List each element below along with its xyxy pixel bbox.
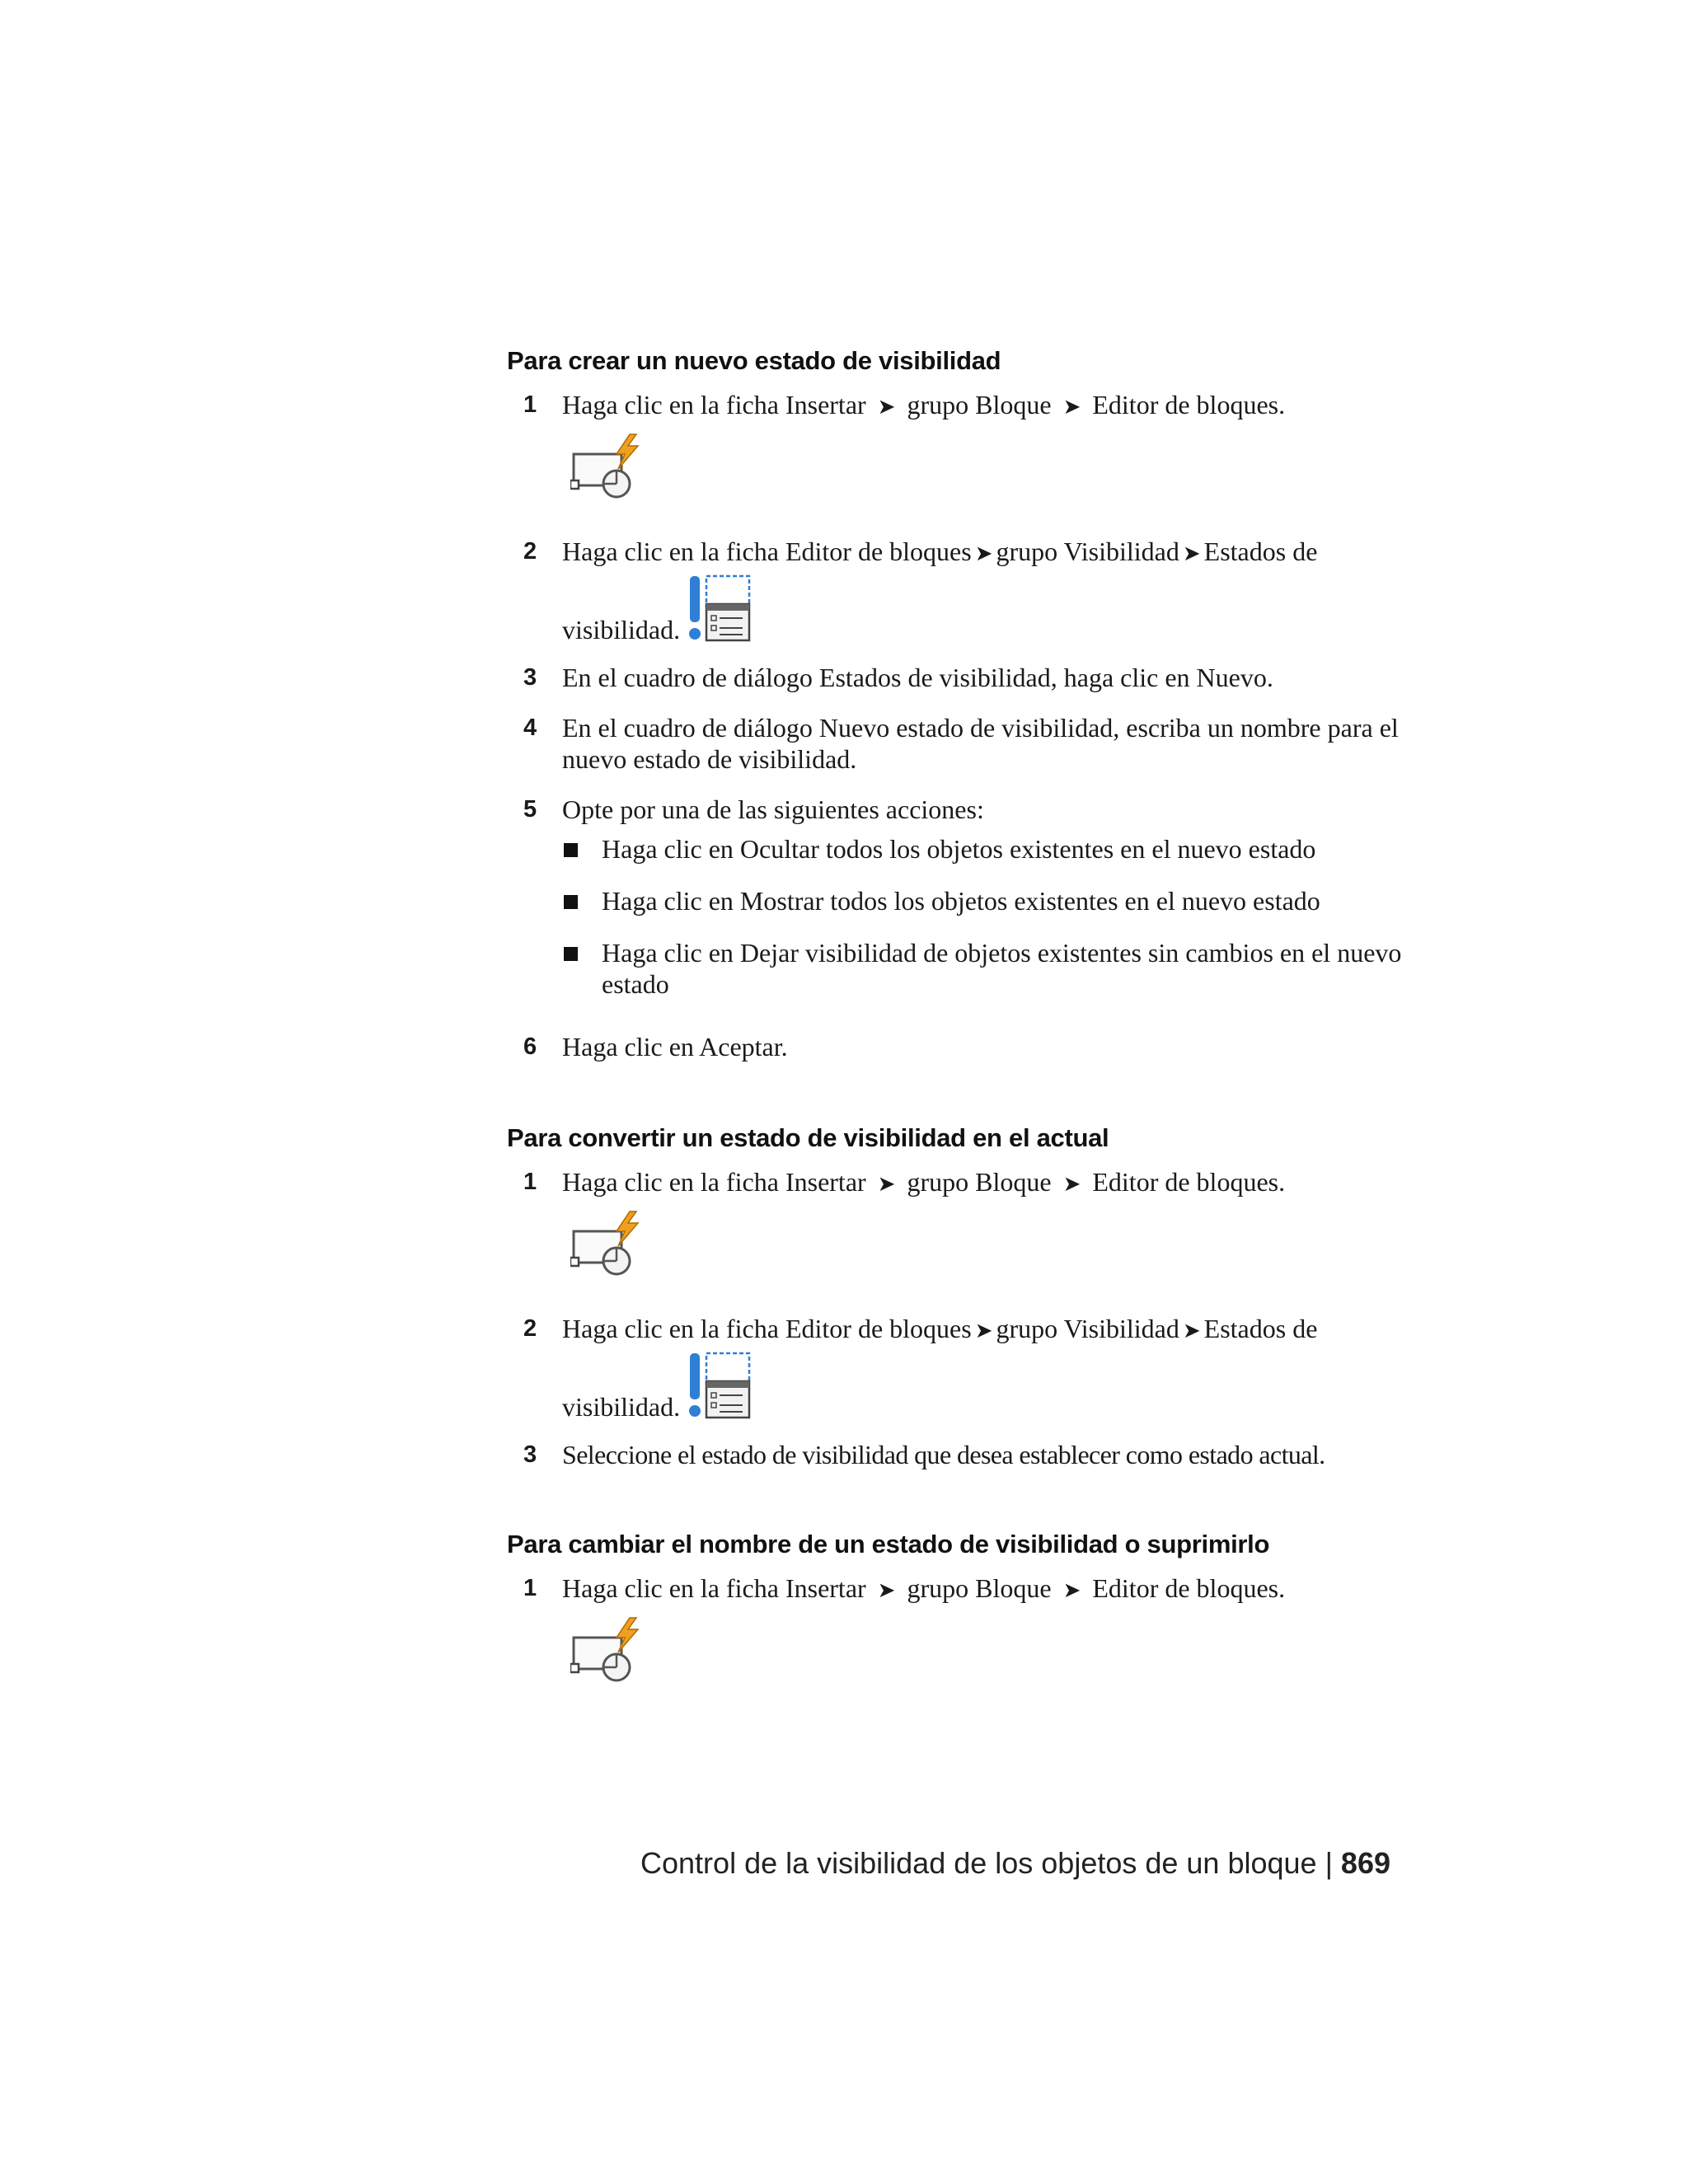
arrow-icon: ➤ <box>1062 1578 1081 1603</box>
page-footer <box>507 1846 1390 1881</box>
page-number: 869 <box>1340 1846 1390 1880</box>
arrow-icon: ➤ <box>1182 1319 1201 1343</box>
block-editor-icon <box>570 1616 645 1685</box>
bullet-icon <box>564 895 578 909</box>
step-text: Opte por una de las siguientes acciones: <box>562 794 984 824</box>
bullet-item <box>562 885 1397 916</box>
step-text-part: visibilidad. <box>562 1392 681 1422</box>
section-rename-delete-visibility-state <box>507 1528 1397 1682</box>
step-1 <box>507 389 1397 423</box>
step-text <box>562 1166 1403 1200</box>
step-1 <box>507 1572 1397 1606</box>
step-text <box>562 1313 1403 1422</box>
arrow-icon: ➤ <box>974 1319 993 1343</box>
section-heading: Para convertir un estado de visibilidad en el actual <box>507 1123 1109 1152</box>
step-1 <box>507 1166 1397 1200</box>
arrow-icon: ➤ <box>974 541 993 566</box>
section-heading: Para cambiar el nombre de un estado de visibilidad o suprimirlo <box>507 1530 1270 1558</box>
bullet-text: Haga clic en Ocultar todos los objetos existentes en el nuevo estado <box>602 834 1316 864</box>
section-set-current-visibility-state <box>507 1122 1397 1470</box>
step-text-part: Editor de bloques. <box>1092 1573 1286 1603</box>
step-text-part: grupo Visibilidad <box>996 537 1179 566</box>
step-text-part: grupo Bloque <box>907 390 1052 419</box>
bullet-text: Haga clic en Mostrar todos los objetos existentes en el nuevo estado <box>602 886 1320 916</box>
bullet-icon <box>564 843 578 857</box>
step-3 <box>507 1439 1397 1470</box>
arrow-icon: ➤ <box>877 1172 896 1197</box>
block-editor-icon <box>570 433 645 502</box>
arrow-icon: ➤ <box>1062 1172 1081 1197</box>
step-number: 5 <box>523 796 537 823</box>
step-text-part: visibilidad. <box>562 615 681 644</box>
step-text-part: Haga clic en la ficha Editor de bloques <box>562 1314 972 1343</box>
step-text-part: Haga clic en la ficha Editor de bloques <box>562 537 972 566</box>
icon-row <box>562 1606 1397 1682</box>
step-number: 3 <box>523 1441 537 1468</box>
icon-row <box>562 1200 1397 1276</box>
step-text <box>562 389 1403 423</box>
step-text: En el cuadro de diálogo Estados de visibilidad, haga clic en Nuevo. <box>562 663 1273 692</box>
step-text-part: Estados de <box>1203 537 1318 566</box>
step-4 <box>507 712 1397 775</box>
step-text-part: Haga clic en la ficha Insertar <box>562 1573 866 1603</box>
arrow-icon: ➤ <box>877 395 896 419</box>
visibility-states-icon <box>687 1352 753 1422</box>
step-text-part: grupo Bloque <box>907 1167 1052 1197</box>
step-number: 6 <box>523 1033 537 1060</box>
step-number: 1 <box>523 1575 537 1601</box>
bullet-text: Haga clic en Dejar visibilidad de objetos existentes sin cambios en el nuevo estado <box>602 938 1402 999</box>
step-text-part: Haga clic en la ficha Insertar <box>562 1167 866 1197</box>
footer-separator: | <box>1325 1846 1333 1880</box>
step-text: Haga clic en Aceptar. <box>562 1032 788 1062</box>
arrow-icon: ➤ <box>1182 541 1201 566</box>
block-editor-icon <box>570 1210 645 1279</box>
icon-row <box>562 423 1397 499</box>
step-text-part: Haga clic en la ficha Insertar <box>562 390 866 419</box>
step-6 <box>507 1031 1397 1062</box>
bullet-item <box>562 833 1397 865</box>
step-text: En el cuadro de diálogo Nuevo estado de visibilidad, escriba un nombre para el nuevo estado de visibilidad. <box>562 713 1399 774</box>
bullet-icon <box>564 947 578 961</box>
step-text-part: Editor de bloques. <box>1092 390 1286 419</box>
bullet-item <box>562 937 1402 1000</box>
arrow-icon: ➤ <box>877 1578 896 1603</box>
step-number: 4 <box>523 715 537 741</box>
step-2 <box>507 536 1397 645</box>
footer-title: Control de la visibilidad de los objetos de un bloque <box>640 1846 1317 1880</box>
step-text-part: Estados de <box>1203 1314 1318 1343</box>
visibility-states-icon <box>687 574 753 645</box>
step-text <box>562 536 1403 645</box>
step-number: 2 <box>523 1315 537 1342</box>
step-number: 1 <box>523 391 537 418</box>
step-number: 1 <box>523 1169 537 1195</box>
step-3 <box>507 662 1397 693</box>
step-text-part: grupo Bloque <box>907 1573 1052 1603</box>
step-number: 3 <box>523 664 537 691</box>
section-create-visibility-state <box>507 344 1402 1062</box>
step-5 <box>507 794 1397 825</box>
step-text-part: Editor de bloques. <box>1092 1167 1286 1197</box>
arrow-icon: ➤ <box>1062 395 1081 419</box>
section-heading: Para crear un nuevo estado de visibilidad <box>507 346 1001 375</box>
step-text: Seleccione el estado de visibilidad que desea establecer como estado actual. <box>562 1440 1325 1469</box>
step-text-part: grupo Visibilidad <box>996 1314 1179 1343</box>
step-number: 2 <box>523 538 537 565</box>
step-text <box>562 1572 1403 1606</box>
step-2 <box>507 1313 1397 1422</box>
